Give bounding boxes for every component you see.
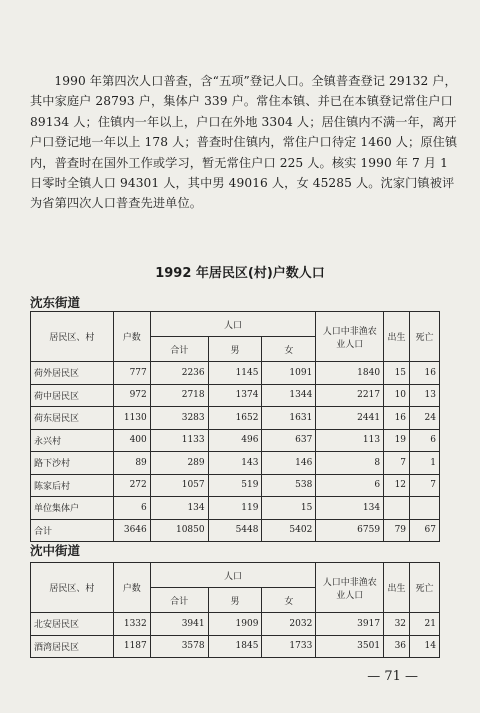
header-male: 男 [208,337,262,362]
header-female: 女 [262,337,316,362]
table-cell: 89 [113,452,150,475]
table-cell: 1145 [208,362,262,385]
header-households: 户数 [113,312,150,362]
table-cell: 1187 [113,635,150,658]
row-label: 酒湾居民区 [31,635,114,658]
table-cell: 3501 [316,635,384,658]
table-cell: 79 [384,519,410,542]
table-cell: 1840 [316,362,384,385]
table-cell: 5402 [262,519,316,542]
row-label: 单位集体户 [31,497,114,520]
table-row [31,362,440,385]
table-row [31,613,440,636]
table-cell: 10 [384,384,410,407]
table-cell: 400 [113,429,150,452]
table-cell: 519 [208,474,262,497]
table-cell: 1344 [262,384,316,407]
header-male: 男 [208,588,262,613]
header-area: 居民区、村 [31,312,114,362]
page-number: — 71 — [367,669,418,684]
table-cell: 3646 [113,519,150,542]
table-cell: 6 [410,429,440,452]
table-cell: 2217 [316,384,384,407]
header-total: 合计 [150,337,208,362]
table-cell: 538 [262,474,316,497]
table-cell: 972 [113,384,150,407]
population-table-shendong [30,311,440,542]
header-nonagri: 人口中非渔农业人口 [316,563,384,613]
table-cell: 3941 [150,613,208,636]
header-population: 人口 [150,563,316,588]
table-cell: 637 [262,429,316,452]
table-row [31,452,440,475]
row-label: 北安居民区 [31,613,114,636]
table-cell: 36 [384,635,410,658]
table-cell: 8 [316,452,384,475]
table-cell: 1133 [150,429,208,452]
header-total: 合计 [150,588,208,613]
row-label: 荷外居民区 [31,362,114,385]
table-row [31,407,440,430]
table-cell [384,497,410,520]
row-label: 永兴村 [31,429,114,452]
table-cell: 13 [410,384,440,407]
table-cell: 67 [410,519,440,542]
section-title-shendong: 沈东街道 [30,295,81,310]
row-label: 荷中居民区 [31,384,114,407]
table-cell: 10850 [150,519,208,542]
table-cell: 1845 [208,635,262,658]
table-cell: 2441 [316,407,384,430]
table-cell: 5448 [208,519,262,542]
header-deaths: 死亡 [410,563,440,613]
row-label: 合计 [31,519,114,542]
table-cell: 1130 [113,407,150,430]
table-cell: 496 [208,429,262,452]
table-cell: 272 [113,474,150,497]
table-cell: 3578 [150,635,208,658]
header-births: 出生 [384,563,410,613]
table-cell: 1332 [113,613,150,636]
table-title: 1992 年居民区(村)户数人口 [155,266,325,281]
table-cell: 2236 [150,362,208,385]
table-cell: 3917 [316,613,384,636]
table-cell: 1631 [262,407,316,430]
section-title-shenzhong: 沈中街道 [30,543,81,558]
table-cell: 2718 [150,384,208,407]
table-cell: 289 [150,452,208,475]
intro-paragraph [30,71,458,214]
table-cell [410,497,440,520]
population-table-shenzhong [30,562,440,658]
table-cell: 1909 [208,613,262,636]
table-cell: 15 [384,362,410,385]
table-cell: 14 [410,635,440,658]
paragraph-text: 1990 年第四次人口普查，含“五项”登记人口。全镇普查登记 29132 户，其中家庭户 28793 户，集体户 339 户。常住本镇、并已在本镇登记常住户口 89134 人；住镇内一年以上，户口在外地 3304 人；居住镇内不满一年，离开户口登记地一年以上 178 人；普查时住镇内，常住户口待定 1460 人；原住镇内，普查时在国外工作或学习，暂无常住户口 225 人。核实 1990 年 7 月 1 日零时全镇人口 94301 人，其中男 49016 人，女 45285 人。沈家门镇被评为省第四次人口普查先进单位。 [30,74,458,211]
table-cell: 3283 [150,407,208,430]
row-label: 路下沙村 [31,452,114,475]
table-cell: 134 [150,497,208,520]
table-cell: 1652 [208,407,262,430]
table-row [31,429,440,452]
header-area: 居民区、村 [31,563,114,613]
table-cell: 7 [410,474,440,497]
table-row [31,384,440,407]
table-cell: 16 [410,362,440,385]
table-cell: 6 [316,474,384,497]
table-cell: 119 [208,497,262,520]
table-cell: 32 [384,613,410,636]
header-nonagri: 人口中非渔农业人口 [316,312,384,362]
row-label: 陈家后村 [31,474,114,497]
table-cell: 6759 [316,519,384,542]
table-cell: 12 [384,474,410,497]
header-population: 人口 [150,312,316,337]
table-cell: 113 [316,429,384,452]
table-cell: 16 [384,407,410,430]
header-births: 出生 [384,312,410,362]
table-cell: 1733 [262,635,316,658]
table-cell: 146 [262,452,316,475]
table-cell: 15 [262,497,316,520]
table-cell: 1091 [262,362,316,385]
table-cell: 24 [410,407,440,430]
table-cell: 1 [410,452,440,475]
table-cell: 143 [208,452,262,475]
table-row [31,497,440,520]
table-row [31,635,440,658]
table-cell: 21 [410,613,440,636]
table-cell: 6 [113,497,150,520]
header-deaths: 死亡 [410,312,440,362]
table-row [31,474,440,497]
table-cell: 777 [113,362,150,385]
table-cell: 1057 [150,474,208,497]
table-cell: 7 [384,452,410,475]
table-cell: 1374 [208,384,262,407]
row-label: 荷东居民区 [31,407,114,430]
header-households: 户数 [113,563,150,613]
table-row [31,519,440,542]
table-cell: 19 [384,429,410,452]
table-cell: 2032 [262,613,316,636]
header-female: 女 [262,588,316,613]
table-cell: 134 [316,497,384,520]
